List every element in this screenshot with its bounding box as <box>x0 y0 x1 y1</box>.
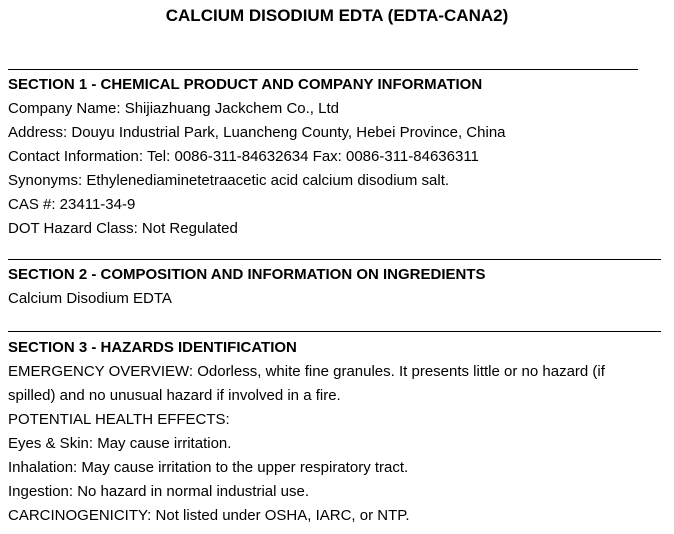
section-2-heading: SECTION 2 - COMPOSITION AND INFORMATION ON INGREDIENTS <box>8 266 486 283</box>
emergency-overview-line: EMERGENCY OVERVIEW: Odorless, white fine granules. It presents little or no hazard (if <box>8 363 605 380</box>
document-title: CALCIUM DISODIUM EDTA (EDTA-CANA2) <box>165 6 509 25</box>
section-divider <box>8 259 661 260</box>
contact-information-line: Contact Information: Tel: 0086-311-84632634 Fax: 0086-311-84636311 <box>8 148 479 165</box>
ingredient-line: Calcium Disodium EDTA <box>8 290 172 307</box>
emergency-overview-continuation: spilled) and no unusual hazard if involved in a fire. <box>8 387 341 404</box>
section-1-heading: SECTION 1 - CHEMICAL PRODUCT AND COMPANY INFORMATION <box>8 76 483 93</box>
dot-hazard-class-line: DOT Hazard Class: Not Regulated <box>8 220 238 237</box>
inhalation-line: Inhalation: May cause irritation to the upper respiratory tract. <box>8 459 409 476</box>
section-3-heading: SECTION 3 - HAZARDS IDENTIFICATION <box>8 339 297 356</box>
carcinogenicity-line: CARCINOGENICITY: Not listed under OSHA, IARC, or NTP. <box>8 507 410 524</box>
potential-health-effects-label: POTENTIAL HEALTH EFFECTS: <box>8 411 230 428</box>
synonyms-line: Synonyms: Ethylenediaminetetraacetic acid calcium disodium salt. <box>8 172 450 189</box>
cas-number-line: CAS #: 23411-34-9 <box>8 196 136 213</box>
eyes-skin-line: Eyes & Skin: May cause irritation. <box>8 435 232 452</box>
address-line: Address: Douyu Industrial Park, Luancheng County, Hebei Province, China <box>8 124 506 141</box>
ingestion-line: Ingestion: No hazard in normal industrial use. <box>8 483 309 500</box>
company-name-line: Company Name: Shijiazhuang Jackchem Co., Ltd <box>8 100 339 117</box>
section-divider <box>8 69 638 70</box>
section-divider <box>8 331 661 332</box>
